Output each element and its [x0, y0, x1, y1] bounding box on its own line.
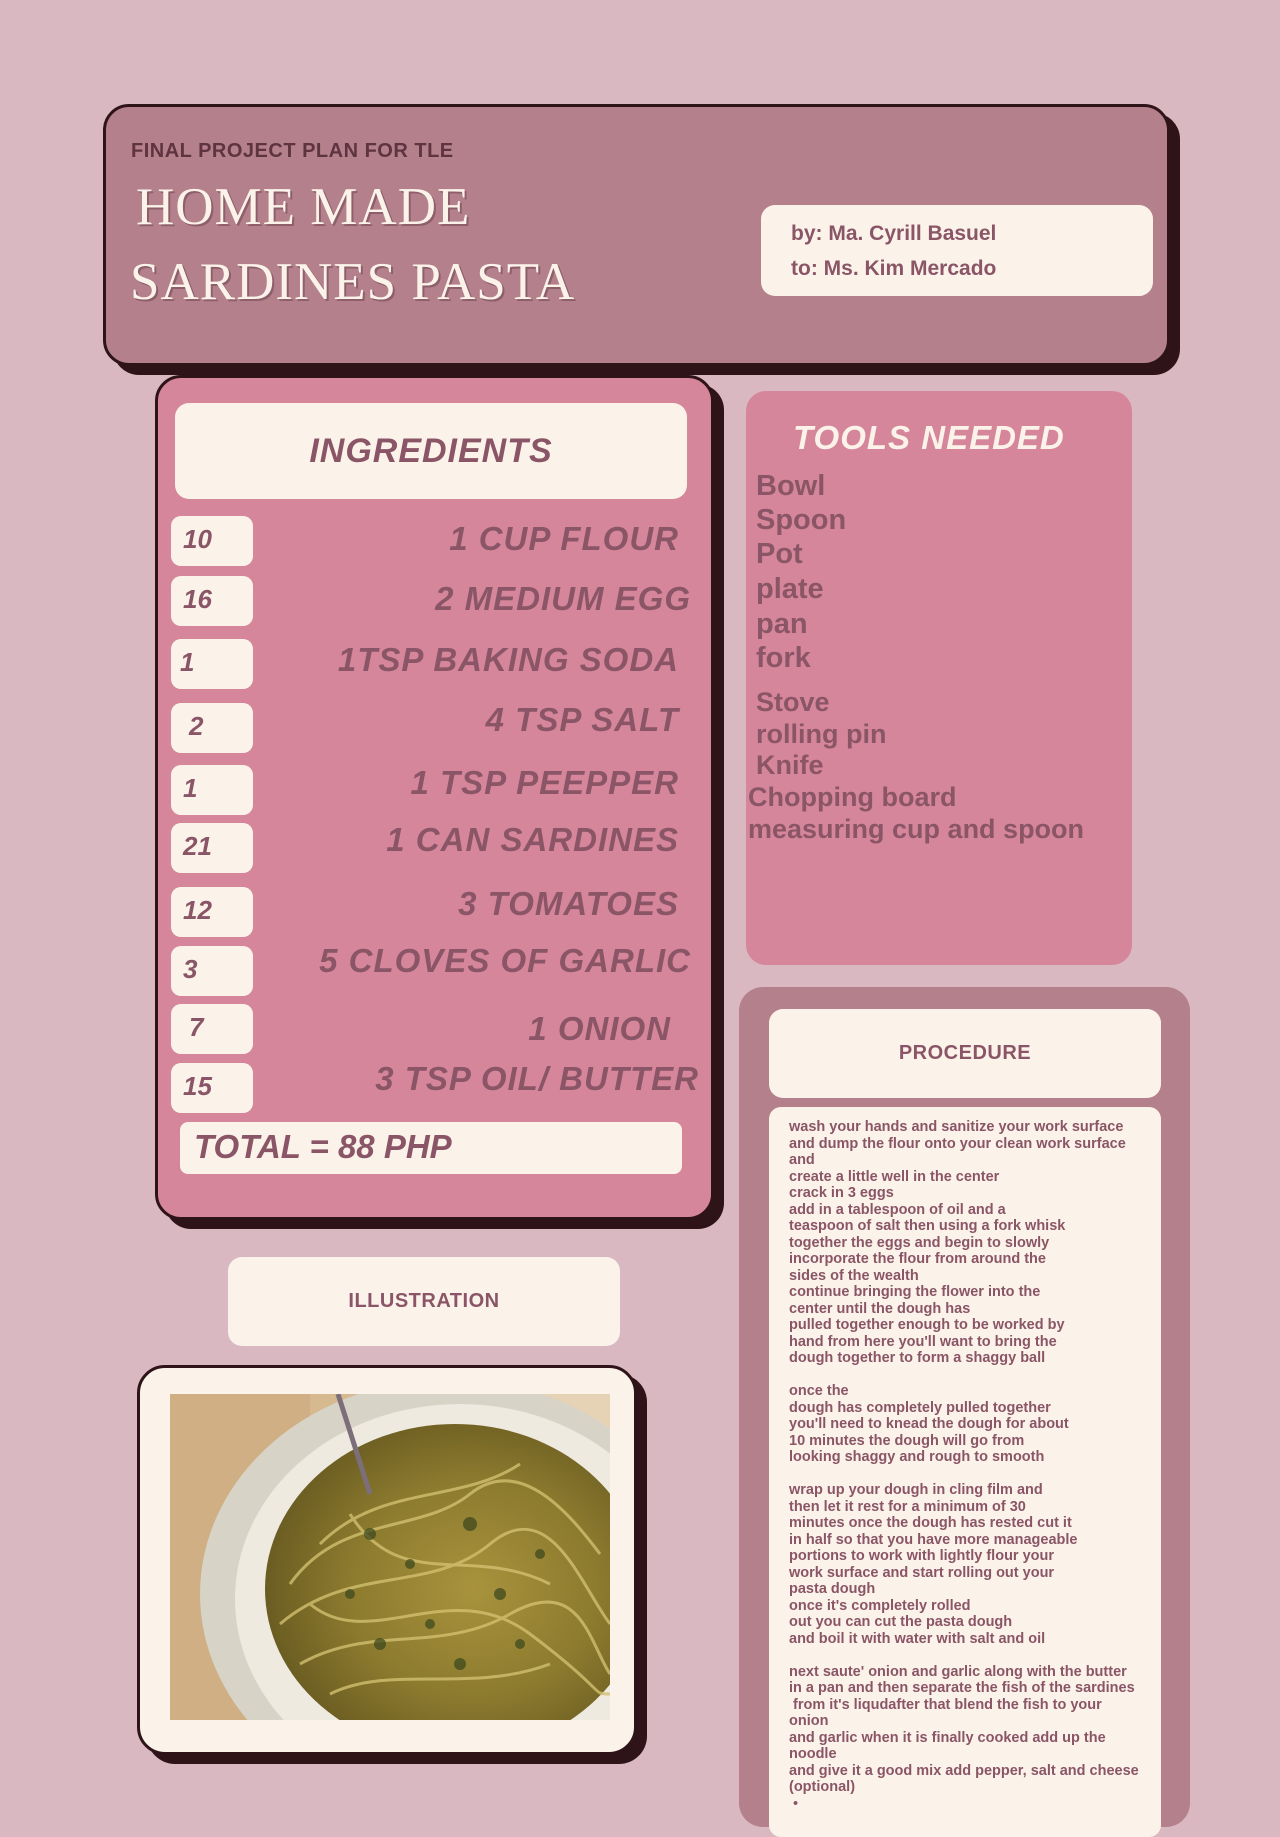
illustration-heading: ILLUSTRATION	[228, 1257, 620, 1346]
ingredients-heading: INGREDIENTS	[175, 403, 687, 499]
procedure-line: center until the dough has	[789, 1300, 971, 1317]
ingredient-name: 1 CAN SARDINES	[386, 821, 679, 858]
tool-item: fork	[756, 642, 811, 674]
procedure-line: crack in 3 eggs	[789, 1185, 894, 1201]
ingredient-row	[158, 703, 717, 755]
header-panel	[103, 104, 1170, 366]
ingredient-qty: 7	[171, 1004, 253, 1054]
procedure-line: (optional)	[789, 1779, 856, 1795]
tool-item: Pot	[756, 538, 803, 570]
procedure-line: and boil it with water with salt and oil	[789, 1630, 1046, 1647]
procedure-line: work surface and start rolling out your	[789, 1564, 1055, 1581]
tool-item: Stove	[756, 687, 830, 717]
ingredient-name: 5 CLOVES OF GARLIC	[319, 942, 691, 979]
procedure-line: once the	[789, 1383, 849, 1399]
ingredient-qty: 1	[171, 765, 253, 815]
tool-item: Chopping board	[748, 782, 957, 812]
procedure-line	[789, 1466, 1151, 1483]
procedure-line: and dump the flour onto your clean work surface	[789, 1135, 1126, 1152]
procedure-line: wash your hands and sanitize your work surface	[789, 1119, 1124, 1135]
ingredients-panel	[155, 375, 714, 1220]
procedure-line: you'll need to knead the dough for about	[789, 1416, 1069, 1432]
ingredient-qty: 1	[171, 639, 253, 689]
procedure-line: dough has completely pulled together	[789, 1399, 1051, 1416]
ingredient-name: 1TSP BAKING SODA	[337, 641, 679, 678]
procedure-line: sides of the wealth	[789, 1267, 919, 1284]
procedure-line: in half so that you have more manageable	[789, 1531, 1078, 1548]
ingredient-qty: 2	[171, 703, 253, 753]
ingredient-name: 2 MEDIUM EGG	[435, 580, 691, 617]
ingredient-row	[158, 823, 717, 875]
ingredient-name: 3 TOMATOES	[458, 885, 679, 922]
procedure-line: and garlic when it is finally cooked add up the	[789, 1729, 1106, 1746]
author: by: Ma. Cyrill Basuel	[791, 222, 997, 245]
ingredient-row	[158, 942, 717, 998]
ingredient-qty: 3	[171, 946, 253, 996]
procedure-line: then let it rest for a minimum of 30	[789, 1498, 1026, 1515]
procedure-line: onion	[789, 1713, 829, 1729]
procedure-line: add in a tablespoon of oil and a	[789, 1201, 1006, 1218]
tools-heading: TOOLS NEEDED	[793, 419, 1065, 456]
tool-item: Knife	[756, 750, 824, 780]
procedure-line: from it's liqudafter that blend the fish to your	[789, 1696, 1102, 1713]
tool-item: Bowl	[756, 470, 826, 502]
ingredient-name: 3 TSP OIL/ BUTTER	[375, 1060, 699, 1097]
procedure-line	[789, 1367, 1151, 1384]
project-kicker: FINAL PROJECT PLAN FOR TLE	[131, 140, 454, 162]
procedure-line: next saute' onion and garlic along with the butter	[789, 1663, 1127, 1680]
procedure-line: once it's completely rolled	[789, 1597, 971, 1614]
ingredient-qty: 12	[171, 887, 253, 937]
procedure-line: together the eggs and begin to slowly	[789, 1234, 1050, 1251]
ingredient-qty: 21	[171, 823, 253, 873]
procedure-line: wrap up your dough in cling film and	[789, 1482, 1043, 1498]
ingredient-name: 1 ONION	[528, 1010, 671, 1047]
procedure-line: incorporate the flour from around the	[789, 1251, 1046, 1267]
procedure-line: minutes once the dough has rested cut it	[789, 1515, 1072, 1531]
ingredient-qty: 10	[171, 516, 253, 566]
total-cost: TOTAL = 88 PHP	[180, 1122, 682, 1174]
procedure-line	[789, 1647, 1151, 1664]
tools-panel	[746, 391, 1132, 965]
ingredient-row	[158, 887, 717, 939]
ingredient-row	[158, 1004, 717, 1056]
tool-item: pan	[756, 608, 808, 640]
recipient: to: Ms. Kim Mercado	[791, 257, 997, 280]
procedure-line: create a little well in the center	[789, 1168, 1000, 1185]
title-line-2: SARDINES PASTA	[130, 253, 576, 311]
ingredient-name: 1 TSP PEEPPER	[410, 764, 679, 801]
procedure-panel	[739, 987, 1190, 1827]
procedure-line: looking shaggy and rough to smooth	[789, 1449, 1045, 1465]
tool-item: Spoon	[756, 504, 847, 536]
procedure-bullet: •	[793, 1795, 799, 1812]
procedure-line: in a pan and then separate the fish of the sardines	[789, 1680, 1135, 1696]
procedure-line: hand from here you'll want to bring the	[789, 1333, 1057, 1350]
procedure-heading: PROCEDURE	[769, 1009, 1161, 1098]
procedure-line: out you can cut the pasta dough	[789, 1614, 1013, 1630]
ingredient-name: 4 TSP SALT	[485, 701, 679, 738]
tool-item: rolling pin	[756, 719, 887, 749]
procedure-line: noodle	[789, 1746, 837, 1762]
procedure-line: pulled together enough to be worked by	[789, 1317, 1065, 1333]
title-line-1: HOME MADE	[136, 178, 471, 236]
ingredient-row	[158, 639, 717, 691]
ingredient-qty: 15	[171, 1063, 253, 1113]
tool-item: plate	[756, 573, 824, 605]
ingredient-name: 1 CUP FLOUR	[449, 520, 679, 557]
ingredient-row	[158, 576, 717, 628]
procedure-line: portions to work with lightly flour your	[789, 1548, 1055, 1564]
ingredient-row	[158, 1060, 717, 1115]
procedure-line: and give it a good mix add pepper, salt and cheese	[789, 1762, 1139, 1779]
procedure-line: pasta dough	[789, 1581, 876, 1597]
procedure-line: and	[789, 1152, 815, 1168]
pasta-photo	[170, 1394, 610, 1720]
procedure-text	[769, 1107, 1161, 1837]
procedure-line: 10 minutes the dough will go from	[789, 1432, 1025, 1449]
procedure-line: dough together to form a shaggy ball	[789, 1350, 1046, 1366]
ingredient-row	[158, 516, 717, 568]
ingredient-qty: 16	[171, 576, 253, 626]
illustration-frame	[137, 1365, 637, 1755]
byline-card	[761, 205, 1153, 296]
procedure-line: continue bringing the flower into the	[789, 1284, 1041, 1300]
tool-item: measuring cup and spoon	[748, 814, 1085, 844]
ingredient-row	[158, 765, 717, 817]
procedure-line: teaspoon of salt then using a fork whisk	[789, 1218, 1066, 1234]
